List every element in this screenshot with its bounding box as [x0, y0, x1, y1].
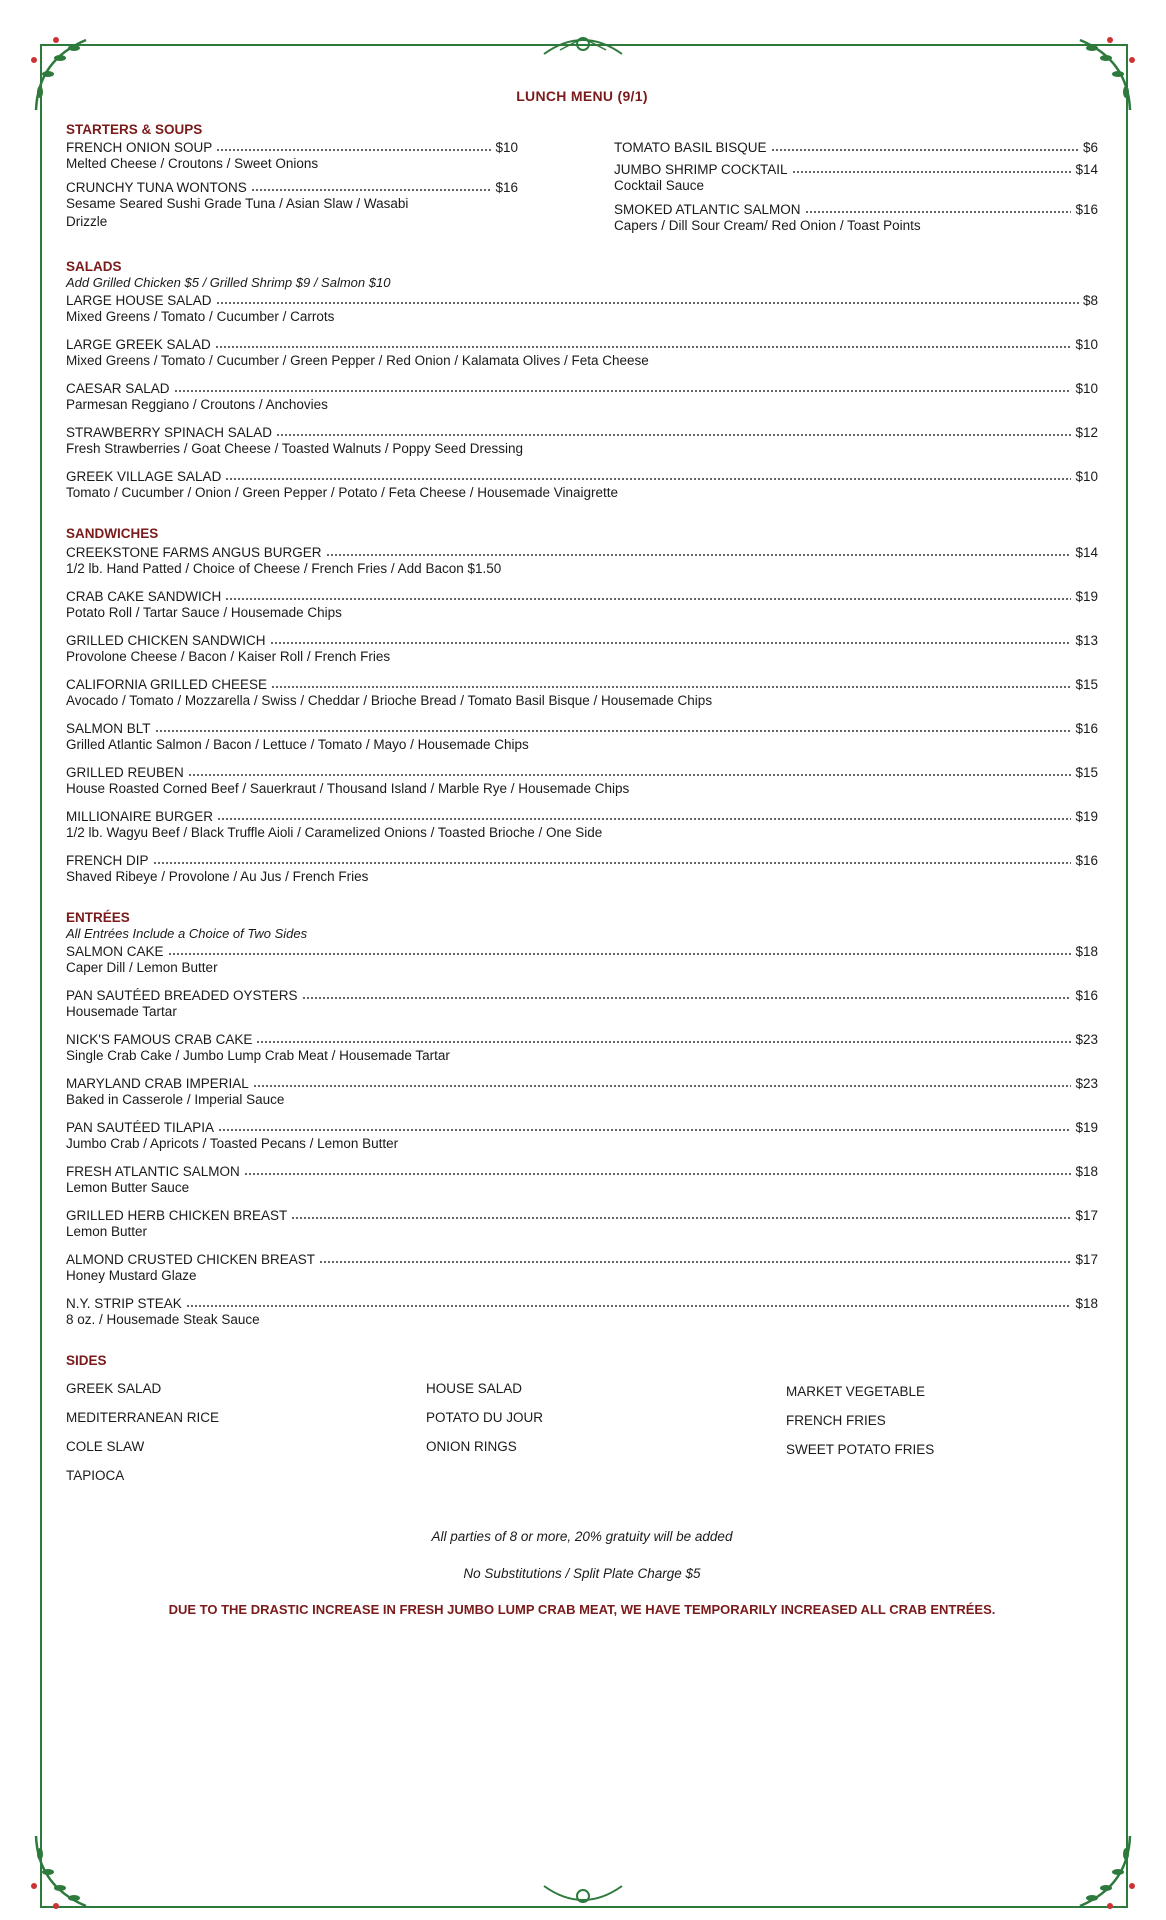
menu-item — [66, 853, 1098, 886]
section-title: STARTERS & SOUPS — [66, 122, 203, 137]
item-name: TOMATO BASIL BISQUE — [614, 140, 767, 155]
item-price: $17 — [1075, 1252, 1098, 1267]
item-desc: 1/2 lb. Hand Patted / Choice of Cheese / French Fries / Add Bacon $1.50 — [66, 561, 502, 576]
side-item: MARKET VEGETABLE — [786, 1384, 926, 1399]
item-price: $8 — [1082, 293, 1098, 308]
item-price: $19 — [1075, 809, 1098, 824]
menu-item — [66, 545, 1098, 578]
item-name: PAN SAUTÉED TILAPIA — [66, 1120, 215, 1135]
item-name: SALMON BLT — [66, 721, 151, 736]
menu-item — [66, 677, 1098, 710]
item-desc: Caper Dill / Lemon Butter — [66, 960, 218, 975]
item-name: GRILLED HERB CHICKEN BREAST — [66, 1208, 288, 1223]
item-desc: Lemon Butter — [66, 1224, 148, 1239]
item-name: CRAB CAKE SANDWICH — [66, 589, 222, 604]
side-item: HOUSE SALAD — [426, 1381, 523, 1396]
menu-item — [66, 721, 1098, 754]
menu-item — [614, 140, 1098, 155]
item-name: GRILLED REUBEN — [66, 765, 184, 780]
sides-column-1 — [66, 1374, 366, 1490]
section-title: SALADS — [66, 259, 122, 274]
menu-item — [66, 633, 1098, 666]
item-desc: Honey Mustard Glaze — [66, 1268, 197, 1283]
menu-item — [66, 988, 1098, 1021]
item-price: $13 — [1075, 633, 1098, 648]
section-salads — [66, 259, 1098, 502]
starters-left-column — [66, 137, 518, 235]
menu-item — [66, 1032, 1098, 1065]
item-desc: 8 oz. / Housemade Steak Sauce — [66, 1312, 260, 1327]
item-desc: Avocado / Tomato / Mozzarella / Swiss / Cheddar / Brioche Bread / Tomato Basil Bisque / Housemade Chips — [66, 693, 713, 708]
item-desc: Provolone Cheese / Bacon / Kaiser Roll / French Fries — [66, 649, 391, 664]
menu-item — [66, 1164, 1098, 1197]
item-desc: Single Crab Cake / Jumbo Lump Crab Meat / Housemade Tartar — [66, 1048, 450, 1063]
crest-ornament-icon — [540, 1882, 626, 1916]
section-note: All Entrées Include a Choice of Two Sides — [66, 926, 308, 941]
menu-item — [66, 425, 1098, 458]
item-name: CREEKSTONE FARMS ANGUS BURGER — [66, 545, 322, 560]
item-price: $16 — [1075, 988, 1098, 1003]
item-name: ALMOND CRUSTED CHICKEN BREAST — [66, 1252, 316, 1267]
item-name: FRENCH DIP — [66, 853, 149, 868]
menu-item — [66, 180, 518, 231]
substitution-note: No Substitutions / Split Plate Charge $5 — [463, 1566, 701, 1581]
sides-column-2 — [426, 1374, 726, 1490]
menu-item — [66, 944, 1098, 977]
item-price: $18 — [1075, 944, 1098, 959]
item-name: SMOKED ATLANTIC SALMON — [614, 202, 801, 217]
gratuity-note: All parties of 8 or more, 20% gratuity will be added — [431, 1529, 733, 1544]
item-price: $16 — [1075, 721, 1098, 736]
item-price: $12 — [1075, 425, 1098, 440]
item-price: $18 — [1075, 1164, 1098, 1179]
item-price: $19 — [1075, 589, 1098, 604]
item-desc: Capers / Dill Sour Cream/ Red Onion / Toast Points — [614, 218, 921, 233]
crest-ornament-icon — [540, 24, 626, 58]
item-name: LARGE HOUSE SALAD — [66, 293, 212, 308]
starters-right-column — [614, 137, 1098, 235]
item-price: $16 — [1075, 853, 1098, 868]
item-name: MILLIONAIRE BURGER — [66, 809, 214, 824]
section-title: ENTRÉES — [66, 910, 130, 925]
menu-item — [614, 202, 1098, 235]
menu-footer — [66, 1518, 1098, 1617]
side-item: TAPIOCA — [66, 1468, 125, 1483]
crab-price-warning: DUE TO THE DRASTIC INCREASE IN FRESH JUMBO LUMP CRAB MEAT, WE HAVE TEMPORARILY INCREASED ALL CRAB ENTRÉES. — [168, 1602, 996, 1617]
item-price: $23 — [1075, 1076, 1098, 1091]
item-desc: Jumbo Crab / Apricots / Toasted Pecans / Lemon Butter — [66, 1136, 399, 1151]
sides-column-3 — [786, 1374, 966, 1490]
item-name: PAN SAUTÉED BREADED OYSTERS — [66, 988, 298, 1003]
leaf-corner-icon — [1050, 1826, 1140, 1916]
menu-item — [614, 162, 1098, 195]
item-desc: Shaved Ribeye / Provolone / Au Jus / French Fries — [66, 869, 369, 884]
item-name: GREEK VILLAGE SALAD — [66, 469, 222, 484]
menu-item — [66, 1076, 1098, 1109]
item-price: $19 — [1075, 1120, 1098, 1135]
menu-item — [66, 381, 1098, 414]
item-desc: Housemade Tartar — [66, 1004, 177, 1019]
side-item: FRENCH FRIES — [786, 1413, 886, 1428]
item-name: MARYLAND CRAB IMPERIAL — [66, 1076, 249, 1091]
item-desc: Fresh Strawberries / Goat Cheese / Toasted Walnuts / Poppy Seed Dressing — [66, 441, 523, 456]
menu-item — [66, 765, 1098, 798]
section-sides — [66, 1353, 1098, 1490]
side-item: GREEK SALAD — [66, 1381, 162, 1396]
side-item: MEDITERRANEAN RICE — [66, 1410, 220, 1425]
menu-item — [66, 469, 1098, 502]
menu-item — [66, 1120, 1098, 1153]
item-price: $10 — [1075, 469, 1098, 484]
item-name: FRENCH ONION SOUP — [66, 140, 213, 155]
item-price: $10 — [495, 140, 518, 155]
section-title: SANDWICHES — [66, 526, 159, 541]
section-note: Add Grilled Chicken $5 / Grilled Shrimp $9 / Salmon $10 — [66, 275, 391, 290]
item-price: $18 — [1075, 1296, 1098, 1311]
leaf-corner-icon — [26, 1826, 116, 1916]
menu-item — [66, 1296, 1098, 1329]
section-starters — [66, 122, 1098, 235]
menu-item — [66, 140, 518, 173]
menu-item — [66, 809, 1098, 842]
item-name: STRAWBERRY SPINACH SALAD — [66, 425, 273, 440]
item-name: GRILLED CHICKEN SANDWICH — [66, 633, 266, 648]
item-price: $23 — [1075, 1032, 1098, 1047]
menu-item — [66, 589, 1098, 622]
item-price: $14 — [1075, 545, 1098, 560]
item-price: $14 — [1075, 162, 1098, 177]
item-price: $15 — [1075, 765, 1098, 780]
item-desc: Parmesan Reggiano / Croutons / Anchovies — [66, 397, 328, 412]
menu-item — [66, 1252, 1098, 1285]
item-name: JUMBO SHRIMP COCKTAIL — [614, 162, 788, 177]
item-desc: Sesame Seared Sushi Grade Tuna / Asian Slaw / Wasabi Drizzle — [66, 196, 409, 229]
item-desc: Grilled Atlantic Salmon / Bacon / Lettuce / Tomato / Mayo / Housemade Chips — [66, 737, 529, 752]
section-title: SIDES — [66, 1353, 107, 1368]
section-entrees — [66, 910, 1098, 1329]
item-price: $17 — [1075, 1208, 1098, 1223]
item-price: $15 — [1075, 677, 1098, 692]
item-name: N.Y. STRIP STEAK — [66, 1296, 182, 1311]
menu-item — [66, 293, 1098, 326]
item-desc: Tomato / Cucumber / Onion / Green Pepper / Potato / Feta Cheese / Housemade Vinaigrette — [66, 485, 619, 500]
item-price: $10 — [1075, 337, 1098, 352]
menu-content — [66, 88, 1098, 1617]
side-item: ONION RINGS — [426, 1439, 517, 1454]
item-name: CRUNCHY TUNA WONTONS — [66, 180, 247, 195]
item-price: $16 — [1075, 202, 1098, 217]
menu-item — [66, 337, 1098, 370]
item-desc: Lemon Butter Sauce — [66, 1180, 190, 1195]
item-desc: Potato Roll / Tartar Sauce / Housemade Chips — [66, 605, 342, 620]
item-desc: Baked in Casserole / Imperial Sauce — [66, 1092, 285, 1107]
side-item: COLE SLAW — [66, 1439, 145, 1454]
item-price: $16 — [495, 180, 518, 195]
item-name: NICK'S FAMOUS CRAB CAKE — [66, 1032, 253, 1047]
item-name: CALIFORNIA GRILLED CHEESE — [66, 677, 268, 692]
menu-title: LUNCH MENU (9/1) — [516, 88, 648, 104]
item-price: $6 — [1082, 140, 1098, 155]
item-desc: 1/2 lb. Wagyu Beef / Black Truffle Aioli / Caramelized Onions / Toasted Brioche / One Side — [66, 825, 603, 840]
item-desc: Cocktail Sauce — [614, 178, 705, 193]
item-desc: Mixed Greens / Tomato / Cucumber / Carrots — [66, 309, 335, 324]
item-price: $10 — [1075, 381, 1098, 396]
menu-item — [66, 1208, 1098, 1241]
side-item: POTATO DU JOUR — [426, 1410, 544, 1425]
section-sandwiches — [66, 526, 1098, 886]
item-desc: Melted Cheese / Croutons / Sweet Onions — [66, 156, 319, 171]
item-name: FRESH ATLANTIC SALMON — [66, 1164, 240, 1179]
item-desc: House Roasted Corned Beef / Sauerkraut / Thousand Island / Marble Rye / Housemade Chips — [66, 781, 630, 796]
item-name: CAESAR SALAD — [66, 381, 170, 396]
item-name: LARGE GREEK SALAD — [66, 337, 211, 352]
item-name: SALMON CAKE — [66, 944, 164, 959]
side-item: SWEET POTATO FRIES — [786, 1442, 935, 1457]
item-desc: Mixed Greens / Tomato / Cucumber / Green Pepper / Red Onion / Kalamata Olives / Feta Cheese — [66, 353, 649, 368]
